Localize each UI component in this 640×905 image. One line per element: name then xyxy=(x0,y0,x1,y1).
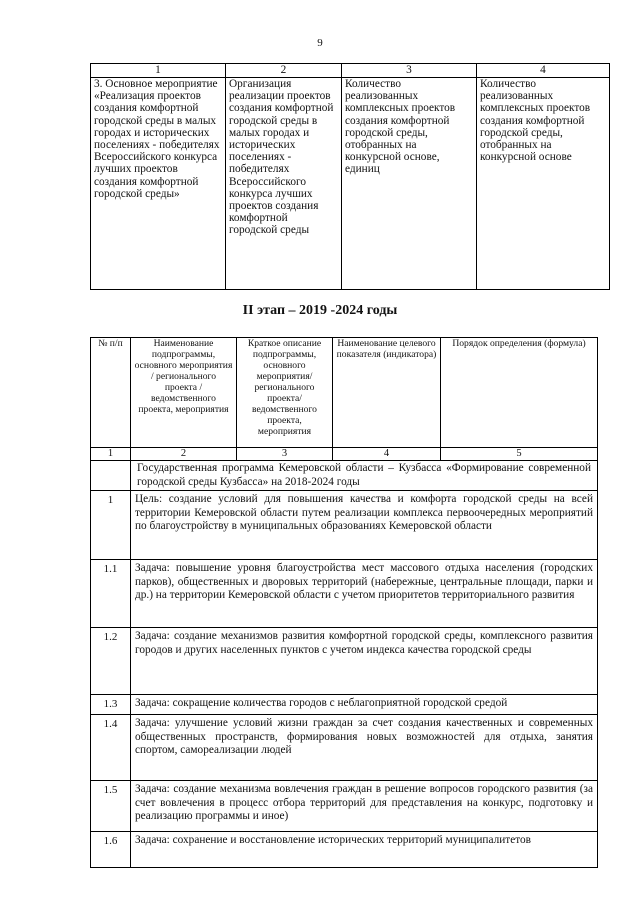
indicator-name-cell: Количество реализованных комплексных проектов создания комфортной городской среды, отобранных на конкурсной основе, единиц xyxy=(342,78,477,290)
row-text: Задача: сохранение и восстановление исторических территорий муниципалитетов xyxy=(131,832,598,868)
header-row xyxy=(91,338,598,448)
column-number: 1 xyxy=(91,64,226,78)
table-row xyxy=(91,628,598,695)
column-number: 5 xyxy=(441,448,598,461)
row-text: Задача: создание механизма вовлечения граждан в решение вопросов городского развития (за счет вовлечения в процесс отбора территорий для представления на конкурс, подготовку и реализацию программы и иное) xyxy=(131,781,598,832)
column-number: 1 xyxy=(91,448,131,461)
column-number: 3 xyxy=(342,64,477,78)
header-formula: Порядок определения (формула) xyxy=(441,338,598,448)
column-number: 2 xyxy=(226,64,342,78)
row-number: 1.5 xyxy=(91,781,131,832)
measure-description-cell: Организация реализации проектов создания комфортной городской среды в малых городах и исторических поселениях - победителях Всероссийского конкурса лучших проектов создания комфортной городской среды xyxy=(226,78,342,290)
row-text: Цель: создание условий для повышения качества и комфорта городской среды на всей территории Кемеровской области путем реализации комплекса первоочередных мероприятий по благоустройству в муниципальных образованиях Кемеровской области xyxy=(131,491,598,560)
row-text: Задача: сокращение количества городов с неблагоприятной городской средой xyxy=(131,695,598,715)
row-number: 1.3 xyxy=(91,695,131,715)
table-row xyxy=(91,715,598,781)
column-number: 3 xyxy=(237,448,333,461)
column-number-row xyxy=(91,448,598,461)
column-number: 2 xyxy=(131,448,237,461)
formula-cell: Количество реализованных комплексных проектов создания комфортной городской среды, отобранных на конкурсной основе xyxy=(477,78,610,290)
table-row xyxy=(91,491,598,560)
table-row xyxy=(91,832,598,868)
page-number: 9 xyxy=(317,37,323,49)
table-row xyxy=(91,78,610,290)
header-short-description: Краткое описание подпрограммы, основного мероприятия/ регионального проекта/ ведомственного проекта, мероприятия xyxy=(237,338,333,448)
row-number: 1.6 xyxy=(91,832,131,868)
header-indicator-name: Наименование целевого показателя (индикатора) xyxy=(333,338,441,448)
program-row xyxy=(91,461,598,491)
program-number-cell xyxy=(91,461,131,491)
column-number-row xyxy=(91,64,610,78)
table-row xyxy=(91,560,598,628)
row-number: 1 xyxy=(91,491,131,560)
row-text: Задача: повышение уровня благоустройства мест массового отдыха населения (городских парков), общественных и дворовых территорий (набережные, центральные площади, парки и др.) на территории Кемеровской области с учетом приоритетов территориального развития xyxy=(131,560,598,628)
stage-title: II этап – 2019 -2024 годы xyxy=(242,303,398,318)
header-subprogram-name: Наименование подпрограммы, основного мероприятия / регионального проекта / ведомственного проекта, мероприятия xyxy=(131,338,237,448)
measure-name-cell: 3. Основное мероприятие «Реализация проектов создания комфортной городской среды в малых городах и исторических поселениях - победителях Всероссийского конкурса лучших проектов создания комфортной городской среды» xyxy=(91,78,226,290)
row-number: 1.4 xyxy=(91,715,131,781)
row-text: Задача: создание механизмов развития комфортной городской среды, комплексного развития городов и других населенных пунктов с учетом индекса качества городской среды xyxy=(131,628,598,695)
row-number: 1.2 xyxy=(91,628,131,695)
column-number: 4 xyxy=(477,64,610,78)
program-title: Государственная программа Кемеровской области – Кузбасса «Формирование современной городской среды Кузбасса» на 2018-2024 годы xyxy=(131,461,598,491)
column-number: 4 xyxy=(333,448,441,461)
table-row xyxy=(91,695,598,715)
stage-two-table xyxy=(90,337,598,868)
row-number: 1.1 xyxy=(91,560,131,628)
table-row xyxy=(91,781,598,832)
header-number: № п/п xyxy=(91,338,131,448)
measures-table-continued xyxy=(90,63,610,290)
row-text: Задача: улучшение условий жизни граждан за счет создания качественных и современных общественных пространств, формирования новых возможностей для отдыха, занятия спортом, самореализации людей xyxy=(131,715,598,781)
